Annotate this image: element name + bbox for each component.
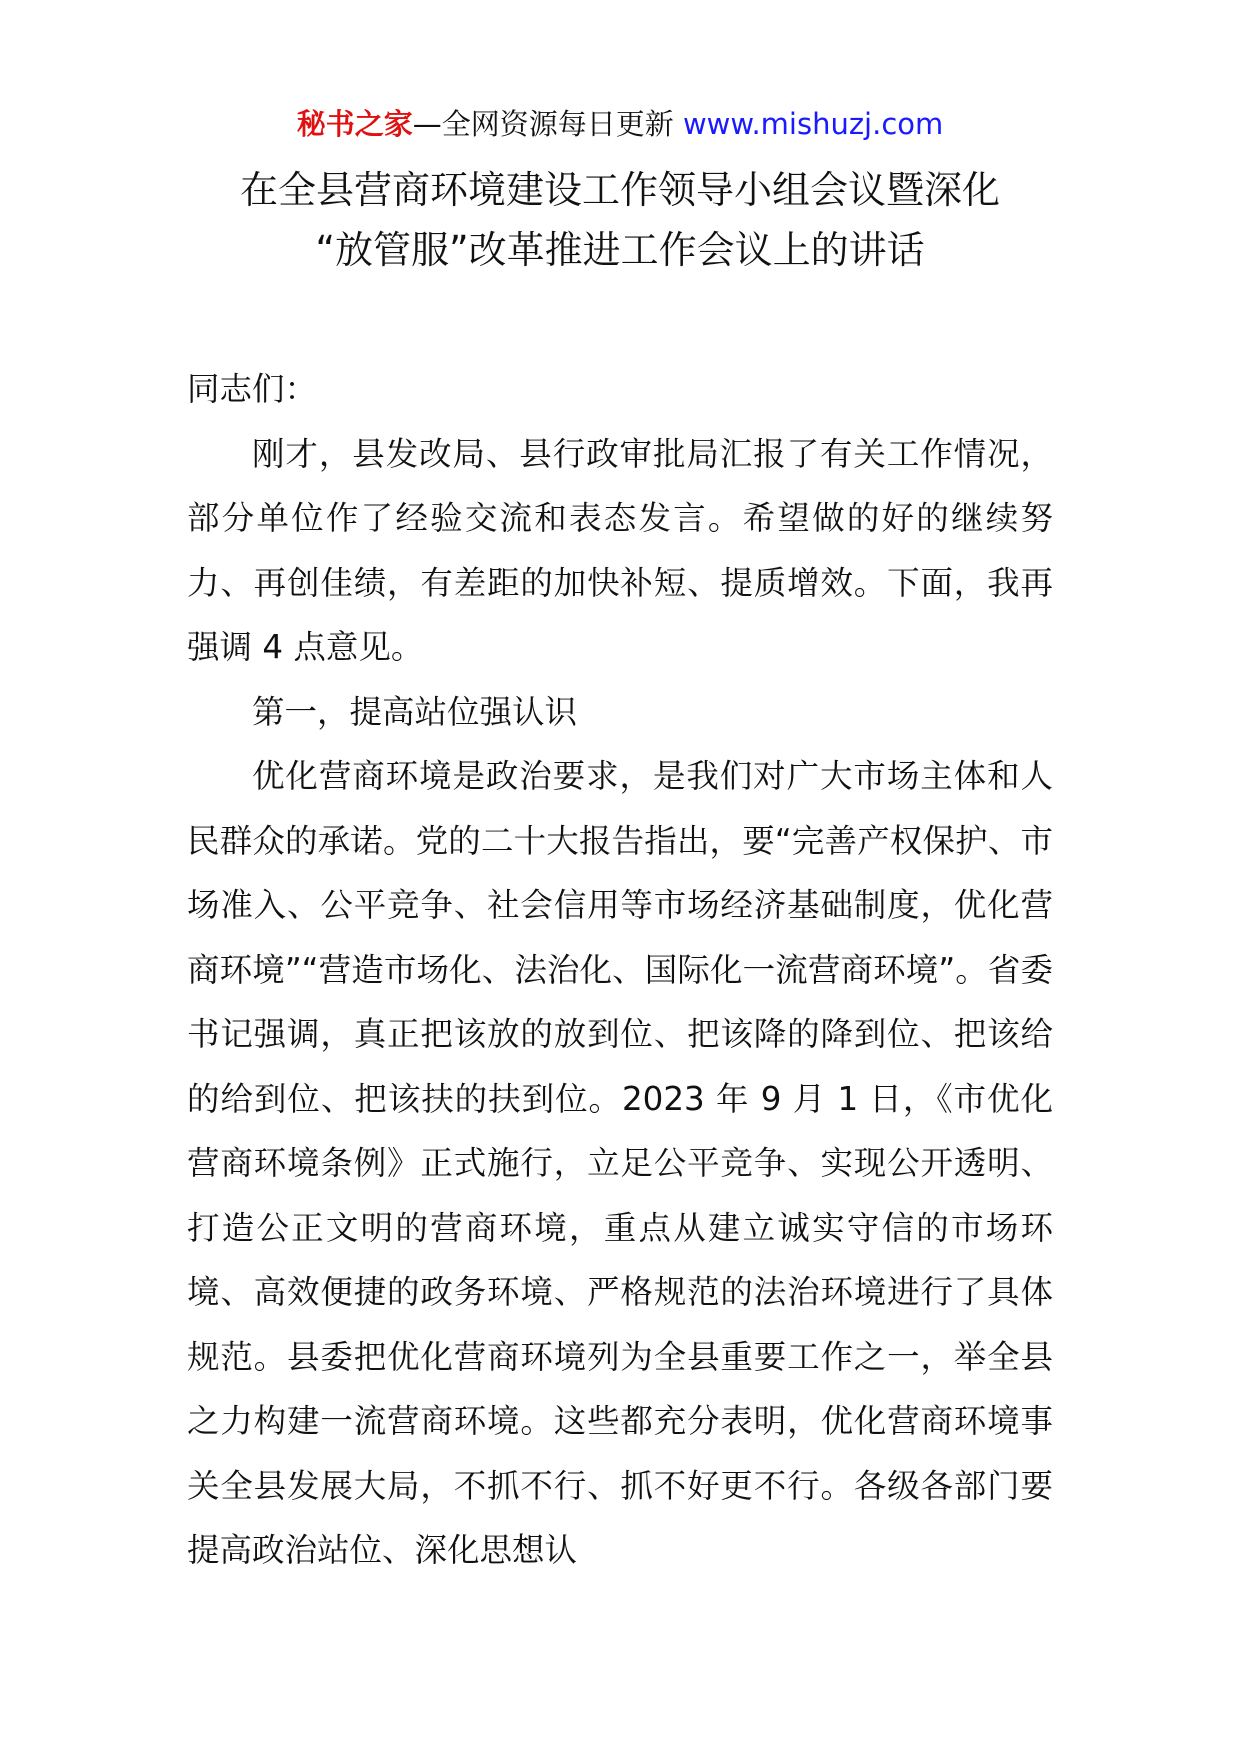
title-line-2: “放管服”改革推进工作会议上的讲话 — [315, 228, 925, 272]
watermark-header — [0, 100, 1240, 148]
paragraph-section-1: 优化营商环境是政治要求，是我们对广大市场主体和人民群众的承诺。党的二十大报告指出，要“完善产权保护、市场准入、公平竞争、社会信用等市场经济基础制度，优化营商环境”“营造市场化、法治化、国际化一流营商环境”。省委书记强调，真正把该放的放到位、把该降的降到位、把该给的给到位、把该扶的扶到位。2023 年 9 月 1 日，《市优化营商环境条例》正式施行，立足公平竞争、实现公开透明、打造公正文明的营商环境，重点从建立诚实守信的市场环境、高效便捷的政务环境、严格规范的法治环境进行了具体规范。县委把优化营商环境列为全县重要工作之一，举全县之力构建一流营商环境。这些都充分表明，优化营商环境事关全县发展大局，不抓不行、抓不好更不行。各级各部门要提高政治站位、深化思想认 — [187, 757, 1053, 1569]
header-tagline: —全网资源每日更新 — [412, 107, 683, 141]
section-heading-1: 第一，提高站位强认识 — [252, 692, 578, 731]
site-url-link[interactable]: www.mishuzj.com — [682, 107, 944, 141]
paragraph-opening: 刚才，县发改局、县行政审批局汇报了有关工作情况，部分单位作了经验交流和表态发言。希望做的好的继续努力、再创佳绩，有差距的加快补短、提质增效。下面，我再强调 4 点意见。 — [187, 434, 1053, 666]
brand-name: 秘书之家 — [296, 107, 413, 141]
document-body — [187, 357, 1053, 1583]
title-line-1: 在全县营商环境建设工作领导小组会议暨深化 — [239, 168, 1000, 212]
salutation: 同志们： — [187, 370, 318, 408]
document-title — [0, 160, 1240, 280]
